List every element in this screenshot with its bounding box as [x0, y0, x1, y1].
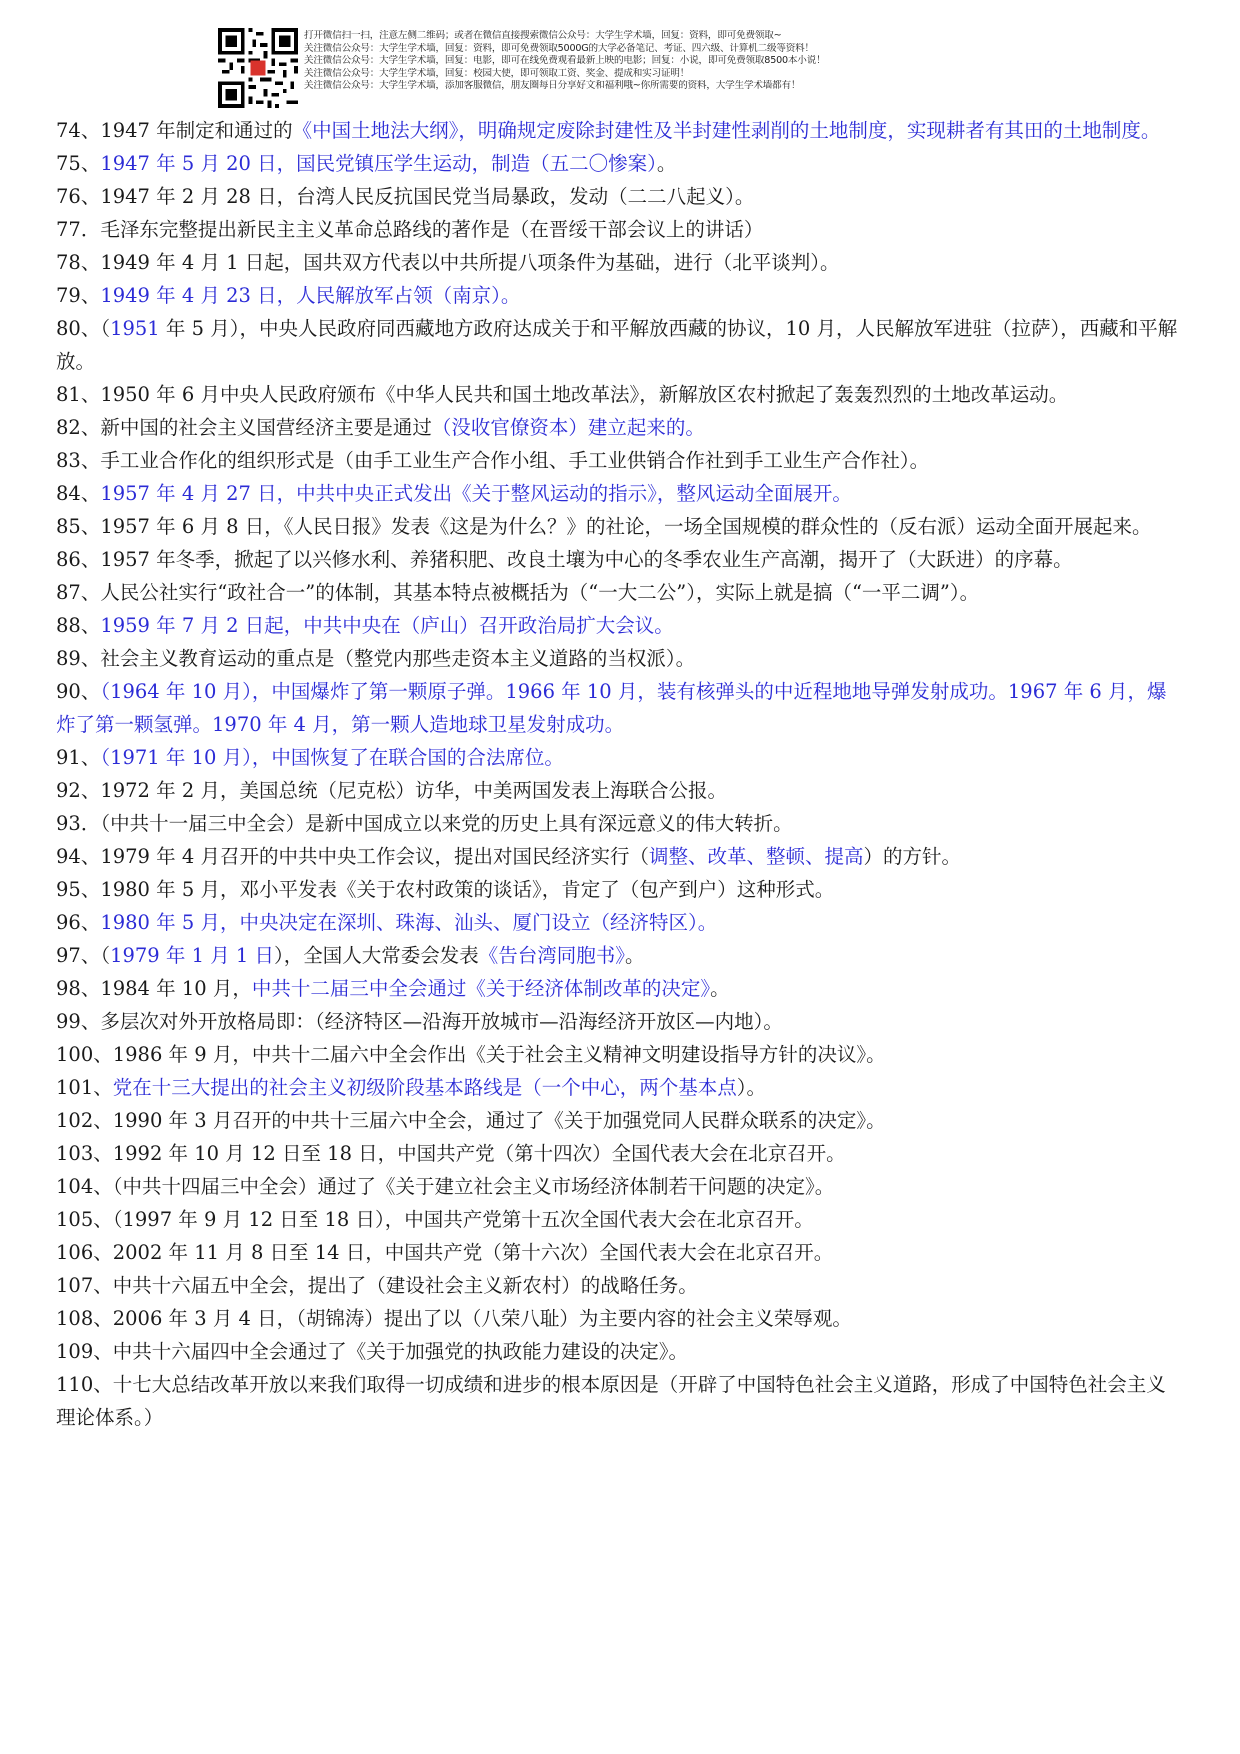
- highlighted-text: 1957 年 4 月 27 日，中共中央正式发出《关于整风运动的指示》，整风运动全面展开。: [100, 482, 852, 505]
- list-item: [56, 1269, 1184, 1302]
- highlighted-text: 《告台湾同胞书》: [478, 944, 626, 967]
- list-item: [56, 840, 1184, 873]
- promo-line: 打开微信扫一扫，注意左侧二维码；或者在微信直接搜索微信公众号：大学生学术墙，回复：资料，即可免费领取~: [304, 30, 782, 41]
- list-item: [56, 1005, 1184, 1038]
- item-text: 74、1947 年制定和通过的: [56, 119, 293, 142]
- list-item: [56, 213, 1184, 246]
- item-text: 79、: [56, 284, 101, 307]
- list-item: [56, 543, 1184, 576]
- item-text: 76、1947 年 2 月 28 日，台湾人民反抗国民党当局暴政，发动（二二八起义）。: [56, 185, 755, 208]
- highlighted-text: 1951: [110, 317, 160, 340]
- list-item: [56, 906, 1184, 939]
- item-text: 87、人民公社实行“政社合一”的体制，其基本特点被概括为（“一大二公”），实际上就是搞（“一平二调”）。: [56, 581, 980, 604]
- list-item: [56, 1368, 1184, 1434]
- item-text: 90、: [56, 680, 101, 703]
- highlighted-text: （1971 年 10 月），中国恢复了在联合国的合法席位。: [100, 746, 564, 769]
- list-item: [56, 774, 1184, 807]
- highlighted-text: 社会主义初级阶段基本路线是（一个中心，两个基本点: [268, 1076, 737, 1099]
- item-text: 。: [656, 152, 677, 175]
- highlighted-text: （1964 年 10 月），中国爆炸了第一颗原子弹。1966 年 10 月，装有核弹头的中近程地地导弹发射成功。1967 年 6 月，爆炸了第一颗氢弹。1970 年 4 月，第一颗人造地球卫星发射成功。: [56, 680, 1167, 736]
- item-text: 80、（: [56, 317, 111, 340]
- promo-line: 关注微信公众号：大学生学术墙，回复：电影，即可在线免费观看最新上映的电影；回复：小说，即可免费领取8500本小说！: [304, 55, 826, 67]
- list-item: [56, 609, 1184, 642]
- highlighted-text: 1947 年 5 月 20 日，国民党镇压学生运动，制造（五二〇惨案）: [100, 152, 657, 175]
- item-text: 95、1980 年 5 月，邓小平发表《关于农村政策的谈话》，肯定了（包产到户）这种形式。: [56, 878, 835, 901]
- item-text: 108、2006 年 3 月 4 日，（胡锦涛）提出了以（八荣八耻）为主要内容的社会主义荣辱观。: [56, 1307, 852, 1330]
- highlighted-text: 1949 年 4 月 23 日，人民解放军占领（南京）。: [100, 284, 521, 307]
- item-text: ）的方针。: [863, 845, 961, 868]
- qr-code-icon: [218, 28, 298, 108]
- item-text: 77．毛泽东完整提出新民主主义革命总路线的著作是（在晋绥干部会议上的讲话）: [56, 218, 764, 241]
- list-item: [56, 444, 1184, 477]
- item-text: 93．（中共十一届三中全会）是新中国成立以来党的历史上具有深远意义的伟大转折。: [56, 812, 793, 835]
- item-text: 110、十七大总结改革开放以来我们取得一切成绩和进步的根本原因是（开辟了中国特色社会主义道路，形成了中国特色社会主义理论体系。）: [56, 1373, 1166, 1429]
- item-text: 82、新中国的社会主义国营经济主要是通过: [56, 416, 432, 439]
- item-text: 102、1990 年 3 月召开的中共十三届六中全会，通过了《关于加强党同人民群众联系的决定》。: [56, 1109, 886, 1132]
- list-item: [56, 1203, 1184, 1236]
- list-item: [56, 246, 1184, 279]
- item-text: 98、1984 年 10 月，: [56, 977, 252, 1000]
- item-text: ），全国人大常委会发表: [274, 944, 479, 967]
- item-text: 84、: [56, 482, 101, 505]
- list-item: [56, 1071, 1184, 1104]
- list-item: [56, 1137, 1184, 1170]
- list-item: [56, 576, 1184, 609]
- item-text: 109、中共十六届四中全会通过了《关于加强党的执政能力建设的决定》。: [56, 1340, 688, 1363]
- item-text: 85、1957 年 6 月 8 日，《人民日报》发表《这是为什么？》的社论，一场全国规模的群众性的（反右派）运动全面开展起来。: [56, 515, 1152, 538]
- item-text: 94、1979 年 4 月召开的中共中央工作会议，提出对国民经济实行（: [56, 845, 649, 868]
- item-text: 81、1950 年 6 月中央人民政府颁布《中华人民共和国土地改革法》，新解放区农村掀起了轰轰烈烈的土地改革运动。: [56, 383, 1069, 406]
- item-text: 89、社会主义教育运动的重点是（整党内那些走资本主义道路的当权派）。: [56, 647, 696, 670]
- list-item: [56, 147, 1184, 180]
- promo-line: 关注微信公众号：大学生学术墙，添加客服微信，朋友圈每日分享好文和福利哦~你所需要的资料，大学生学术墙都有！: [304, 80, 801, 92]
- highlighted-text: （没收官僚资本）建立起来的。: [431, 416, 705, 439]
- item-text: 96、: [56, 911, 101, 934]
- highlighted-text: 1980 年 5 月，中央决定在深圳、珠海、汕头、厦门设立（经济特区）。: [100, 911, 718, 934]
- list-item: [56, 378, 1184, 411]
- item-text: 年 5 月），中央人民政府同西藏地方政府达成关于和平解放西藏的协议，10 月，人民解放军进驻（拉萨），西藏和平解放。: [56, 317, 1178, 373]
- list-item: [56, 180, 1184, 213]
- list-item: [56, 972, 1184, 1005]
- item-text: 104、（中共十四届三中全会）通过了《关于建立社会主义市场经济体制若干问题的决定》。: [56, 1175, 835, 1198]
- list-item: [56, 642, 1184, 675]
- item-text: 97、（: [56, 944, 111, 967]
- item-text: 99、多层次对外开放格局即：（经济特区—沿海开放城市—沿海经济开放区—内地）。: [56, 1010, 783, 1033]
- item-text: ）。: [736, 1076, 767, 1099]
- item-text: 92、1972 年 2 月，美国总统（尼克松）访华，中美两国发表上海联合公报。: [56, 779, 727, 802]
- item-text: 106、2002 年 11 月 8 日至 14 日，中国共产党（第十六次）全国代表大会在北京召开。: [56, 1241, 834, 1264]
- item-text: 75、: [56, 152, 101, 175]
- list-item: [56, 1236, 1184, 1269]
- list-item: [56, 675, 1184, 741]
- logo-mark: [250, 60, 265, 75]
- highlighted-text: 中共十二届三中全会通过《关于经济体制改革的决定》: [251, 977, 711, 1000]
- list-item: [56, 279, 1184, 312]
- promo-header: [218, 28, 978, 108]
- question-list: [56, 114, 1184, 1434]
- list-item: [56, 1038, 1184, 1071]
- item-text: 86、1957 年冬季，掀起了以兴修水利、养猪积肥、改良土壤为中心的冬季农业生产高潮，揭开了（大跃进）的序幕。: [56, 548, 1073, 571]
- list-item: [56, 411, 1184, 444]
- list-item: [56, 312, 1184, 378]
- list-item: [56, 477, 1184, 510]
- item-text: 88、: [56, 614, 101, 637]
- item-text: 。: [625, 944, 645, 967]
- item-text: 101、: [56, 1076, 113, 1099]
- promo-line: 关注微信公众号：大学生学术墙，回复：资料，即可免费领取5000G的大学必备笔记、考证、四六级、计算机二级等资料！: [304, 42, 814, 54]
- list-item: [56, 114, 1184, 147]
- promo-line: 关注微信公众号：大学生学术墙，回复：校园大使，即可领取工资、奖金、提成和实习证明！: [304, 67, 690, 79]
- highlighted-text: 调整、改革、整顿、提高: [648, 845, 864, 868]
- item-text: 107、中共十六届五中全会，提出了（建设社会主义新农村）的战略任务。: [56, 1274, 698, 1297]
- item-text: 103、1992 年 10 月 12 日至 18 日，中国共产党（第十四次）全国代表大会在北京召开。: [56, 1142, 846, 1165]
- item-text: 78、1949 年 4 月 1 日起，国共双方代表以中共所提八项条件为基础，进行（北平谈判）。: [56, 251, 840, 274]
- item-text: 83、手工业合作化的组织形式是（由手工业生产合作小组、手工业供销合作社到手工业生产合作社）。: [56, 449, 930, 472]
- highlighted-text: 1979 年 1 月 1 日: [110, 944, 275, 967]
- list-item: [56, 510, 1184, 543]
- item-text: 91、: [56, 746, 101, 769]
- item-text: 105、（1997 年 9 月 12 日至 18 日），中国共产党第十五次全国代表大会在北京召开。: [56, 1208, 814, 1231]
- list-item: [56, 741, 1184, 774]
- list-item: [56, 1302, 1184, 1335]
- list-item: [56, 939, 1184, 972]
- list-item: [56, 1170, 1184, 1203]
- list-item: [56, 873, 1184, 906]
- promo-text: [304, 30, 984, 93]
- item-text: 。: [710, 977, 730, 1000]
- list-item: [56, 1104, 1184, 1137]
- list-item: [56, 807, 1184, 840]
- highlighted-text: 1959 年 7 月 2 日起，中共中央在（庐山）召开政治局扩大会议。: [100, 614, 674, 637]
- highlighted-text: 《中国土地法大纲》，明确规定废除封建性及半封建性剥削的土地制度，实现耕者有其田的土地制度。: [292, 119, 1161, 142]
- item-text: 100、1986 年 9 月，中共十二届六中全会作出《关于社会主义精神文明建设指导方针的决议》。: [56, 1043, 886, 1066]
- list-item: [56, 1335, 1184, 1368]
- highlighted-text: 党在十三大提出的: [112, 1076, 269, 1099]
